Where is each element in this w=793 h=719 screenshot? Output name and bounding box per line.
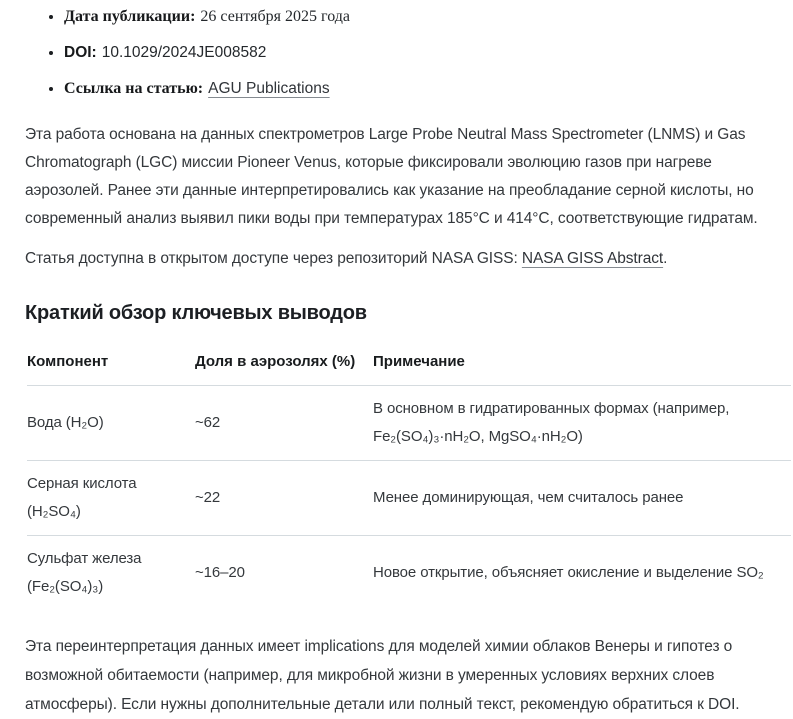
cell-share: ~16–20 xyxy=(195,564,245,581)
cell-component: Вода (H₂O) xyxy=(27,386,195,461)
article-link-label: Ссылка на статью: xyxy=(64,80,204,97)
doi-value: 10.1029/2024JE008582 xyxy=(101,44,267,61)
table-row-water xyxy=(27,386,791,461)
agu-publications-link[interactable]: AGU Publications xyxy=(208,80,330,97)
publication-date-value: 26 сентября 2025 года xyxy=(200,8,350,25)
publication-date-label: Дата публикации: xyxy=(64,8,196,25)
access-paragraph xyxy=(25,245,768,273)
meta-list xyxy=(25,6,768,99)
table-header-row xyxy=(27,353,791,386)
nasa-giss-abstract-link[interactable]: NASA GISS Abstract xyxy=(521,250,664,267)
conclusion-paragraph: Эта переинтерпретация данных имеет implications для моделей химии облаков Венеры и гипотез о возможной обитаемости (например, для микробной жизни в умеренных условиях верхних слоев атмосферы). Если нужны дополнительные детали или полный текст, рекомендую обратиться к DOI. xyxy=(25,638,740,713)
meta-item-publication-date xyxy=(64,6,768,27)
cell-component: Сульфат железа (Fe₂(SO₄)₃) xyxy=(27,550,142,595)
key-findings-table xyxy=(27,353,791,610)
column-header-note: Примечание xyxy=(373,353,791,386)
table-row-iron-sulfate xyxy=(27,536,791,611)
doi-label: DOI: xyxy=(64,44,97,61)
access-period: . xyxy=(663,250,668,267)
cell-note: В основном в гидратированных формах (например, Fe₂(SO₄)₃·nH₂O, MgSO₄·nH₂O) xyxy=(373,386,791,461)
table-row-sulfuric-acid xyxy=(27,461,791,536)
cell-share: ~22 xyxy=(195,461,373,536)
section-title: Краткий обзор ключевых выводов xyxy=(25,302,367,324)
cell-component: Серная кислота (H₂SO₄) xyxy=(27,461,195,536)
meta-item-article-link xyxy=(64,78,768,99)
cell-note: Менее доминирующая, чем считалось ранее xyxy=(373,461,791,536)
cell-share: ~62 xyxy=(195,386,373,461)
column-header-share: Доля в аэрозолях (%) xyxy=(195,353,373,386)
meta-item-doi xyxy=(64,42,768,63)
cell-note: Новое открытие, объясняет окисление и выделение SO₂ xyxy=(373,564,764,581)
column-header-component: Компонент xyxy=(27,353,195,386)
intro-paragraph: Эта работа основана на данных спектрометров Large Probe Neutral Mass Spectrometer (LNMS) и Gas Chromatograph (LGC) миссии Pioneer Venus, которые фиксировали эволюцию газов при нагреве аэрозолей. Ранее эти данные интерпретировались как указание на преобладание серной кислоты, но современный анализ выявил пики воды при температурах 185°C и 414°C, соответствующие гидратам. xyxy=(25,126,758,227)
access-text: Статья доступна в открытом доступе через репозиторий NASA GISS: xyxy=(25,250,522,267)
